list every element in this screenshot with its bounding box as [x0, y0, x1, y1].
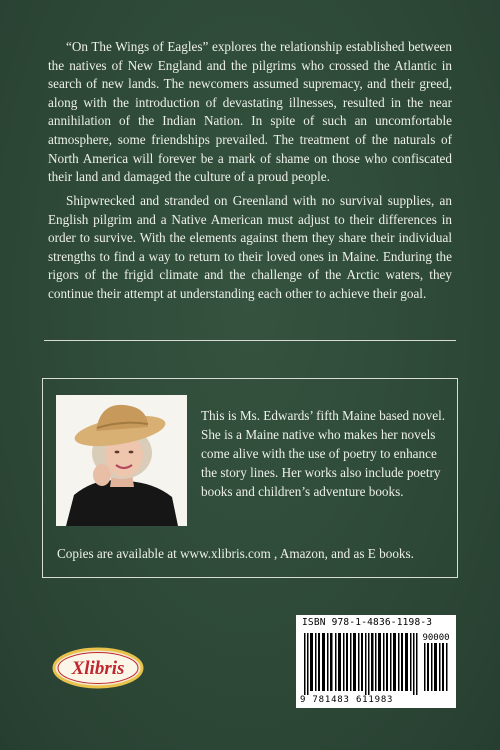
- ean-digits: 9 781483 611983: [300, 695, 394, 705]
- author-bio: This is Ms. Edwards’ fifth Maine based novel. She is a Maine native who makes her novels come alive with the use of poetry to enhance the story lines. Her works also include poetry books and children’s adventure books.: [201, 408, 446, 499]
- synopsis-paragraph-1: “On The Wings of Eagles” explores the relationship established between the natives of New England and the pilgrims who crossed the Atlantic in search of new lands. The newcomers assumed supremacy, and their greed, along with the introduction of devastating illnesses, resulted in the near annihilation of the Indian Nation. In spite of such an uncomfortable atmosphere, some friendships prevailed. The treatment of the naturals of North America will forever be a mark of shame on those who confiscated their land and damaged the culture of a proud people.: [48, 39, 452, 185]
- author-box: [42, 378, 458, 578]
- author-photo: [56, 395, 187, 526]
- author-portrait-image: [56, 395, 187, 526]
- divider-rule: [44, 340, 456, 341]
- publisher-logo: [52, 647, 144, 689]
- isbn-barcode: [296, 615, 456, 708]
- availability-text: Copies are available at www.xlibris.com , Amazon, and as E books.: [57, 546, 414, 561]
- barcode-bars: [302, 631, 452, 695]
- isbn-label: ISBN 978-1-4836-1198-3: [302, 617, 433, 628]
- xlibris-logo-icon: [52, 647, 144, 689]
- synopsis-paragraph-2: Shipwrecked and stranded on Greenland with no survival supplies, an English pilgrim and a Native American must adjust to their differences in order to survive. With the elements against them they share their individual strengths to find a way to return to their loved ones in Maine. Enduring the rigors of the frigid climate and the challenge of the Arctic waters, they continue their attempt at understanding each other to achieve their goal.: [48, 193, 452, 301]
- price-code: 90000: [422, 633, 450, 643]
- logo-text: Xlibris: [71, 658, 125, 679]
